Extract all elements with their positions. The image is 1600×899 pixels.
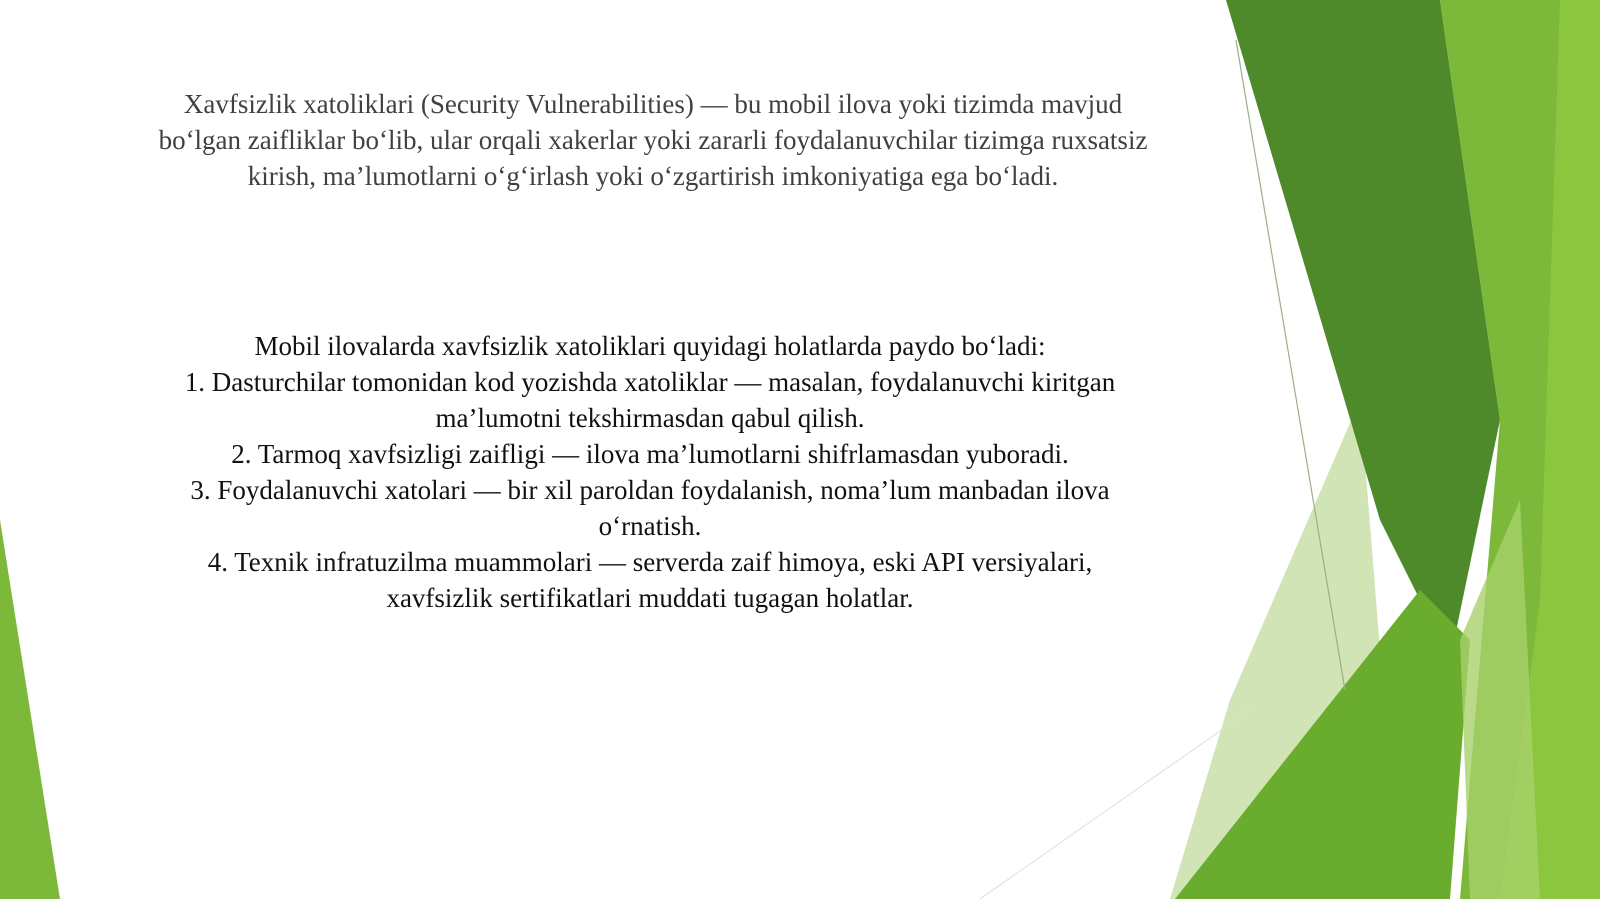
- vulnerability-causes-list: [110, 328, 1190, 616]
- list-item-4-line-1: 4. Texnik infratuzilma muammolari — serverda zaif himoya, eski API versiyalari,: [207, 547, 1093, 577]
- list-item-3-line-2: o‘rnatish.: [598, 511, 702, 541]
- left-green-sliver: [0, 520, 60, 899]
- list-item-2: 2. Tarmoq xavfsizligi zaifligi — ilova ma’lumotlarni shifrlamasdan yuboradi.: [231, 439, 1069, 469]
- list-item-4-line-2: xavfsizlik sertifikatlari muddati tugagan holatlar.: [386, 583, 914, 613]
- intro-line: kirish, ma’lumotlarni o‘g‘irlash yoki o‘zgartirish imkoniyatiga ega bo‘ladi.: [247, 161, 1059, 191]
- intro-line: bo‘lgan zaifliklar bo‘lib, ular orqali xakerlar yoki zararli foydalanuvchilar tizimga ruxsatsiz: [158, 125, 1148, 155]
- list-item-1-line-1: 1. Dasturchilar tomonidan kod yozishda xatoliklar — masalan, foydalanuvchi kiritgan: [184, 367, 1116, 397]
- list-item-3-line-1: 3. Foydalanuvchi xatolari — bir xil paroldan foydalanish, noma’lum manbadan ilova: [190, 475, 1110, 505]
- list-intro: Mobil ilovalarda xavfsizlik xatoliklari quyidagi holatlarda paydo bo‘ladi:: [254, 331, 1046, 361]
- list-item-1-line-2: ma’lumotni tekshirmasdan qabul qilish.: [435, 403, 865, 433]
- intro-paragraph: [88, 86, 1218, 194]
- intro-line: Xavfsizlik xatoliklari (Security Vulnerabilities) — bu mobil ilova yoki tizimda mavjud: [183, 89, 1123, 119]
